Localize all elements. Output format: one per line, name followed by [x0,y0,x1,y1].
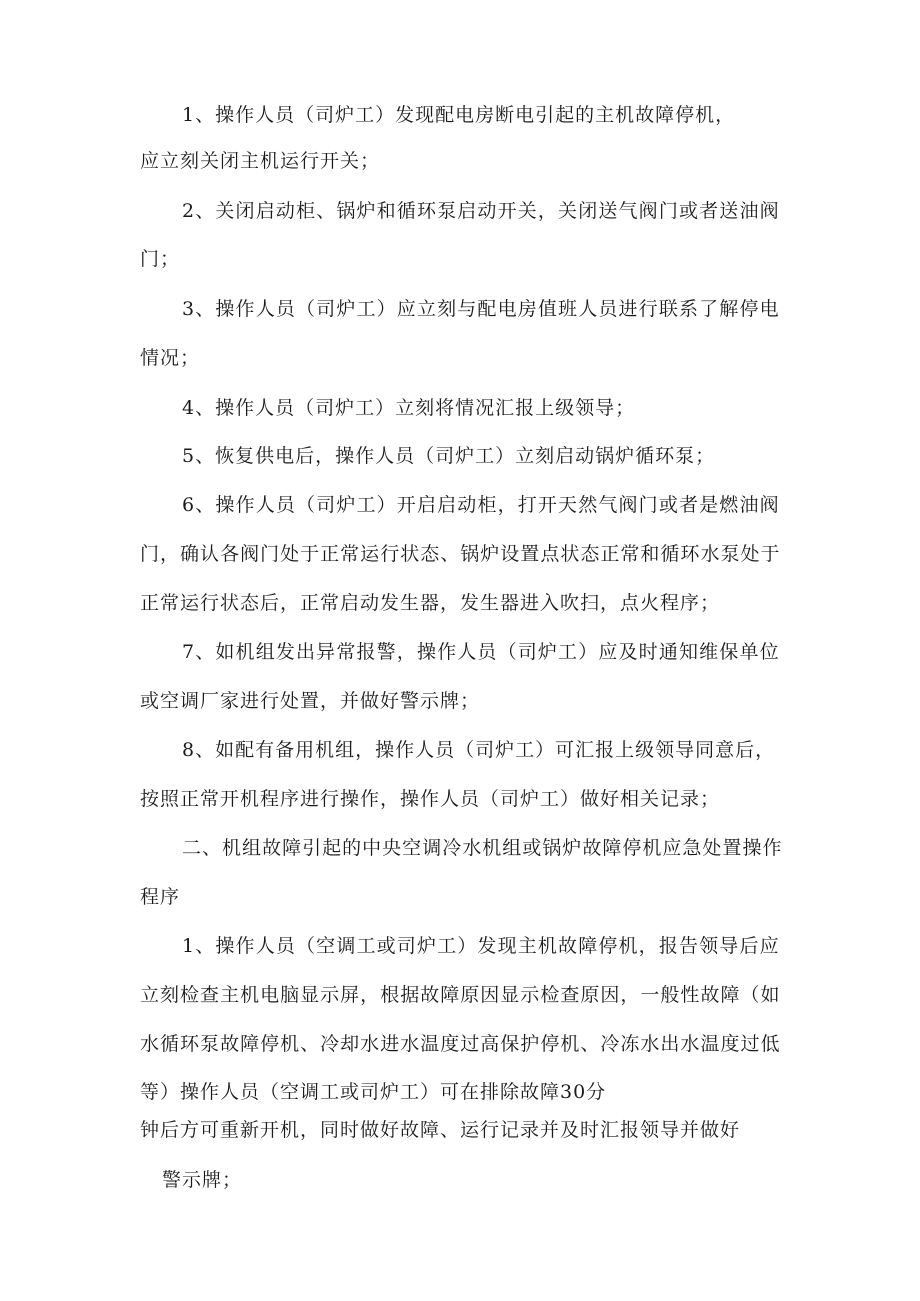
text-line: 4、操作人员（司炉工）立刻将情况汇报上级领导； [182,397,636,419]
text-line: 按照正常开机程序进行操作，操作人员（司炉工）做好相关记录； [140,788,721,810]
text-line: 门 ， 确 认 各 阀 门 处 于 正 常 运 行 状 态 、 锅 炉 设 置 点 状 态 正 常 和 循 环 水 泵 处 于 [140,543,781,565]
text-line: 门； [140,248,181,270]
text-line: 6 、 操 作 人 员 （ 司 炉 工 ） 开 启 启 动 柜 ， 打 开 天 然 气 阀 门 或 者 是 燃 油 阀 [182,494,780,516]
text-line: 7 、 如 机 组 发 出 异 常 报 警 ， 操 作 人 员 （ 司 炉 工 ） 应 及 时 通 知 维 保 单 位 [182,641,780,663]
text-line: 水 循 环 泵 故 障 停 机 、 冷 却 水 进 水 温 度 过 高 保 护 停 机 、 冷 冻 水 出 水 温 度 过 低 [140,1033,781,1055]
text-line: 1、操作人员（司炉工）发现配电房断电引起的主机故障停机， [182,104,736,126]
text-line: 钟后方可重新开机，同时做好故障、运行记录并及时汇报领导并做好 [140,1119,741,1141]
section-heading: 程序 [140,886,181,908]
text-line: 警示牌； [162,1169,243,1191]
text-line: 应立刻关闭主机运行开关； [140,150,381,172]
text-line: 正常运行状态后，正常启动发生器，发生器进入吹扫，点火程序； [140,592,721,614]
text-line: 立 刻 检 查 主 机 电 脑 显 示 屏 ， 根 据 故 障 原 因 显 示 检 查 原 因 ， 一 般 性 故 障 （ 如 [140,984,781,1006]
section-heading: 二 、 机 组 故 障 引 起 的 中 央 空 调 冷 水 机 组 或 锅 炉 故 障 停 机 应 急 处 置 操 作 [182,837,783,859]
text-line: 情况； [140,347,201,369]
text-line: 3 、 操 作 人 员 （ 司 炉 工 ） 应 立 刻 与 配 电 房 值 班 人 员 进 行 联 系 了 解 停 电 [182,298,780,320]
text-line: 2 、 关 闭 启 动 柜 、 锅 炉 和 循 环 泵 启 动 开 关 ， 关 闭 送 气 阀 门 或 者 送 油 阀 [182,200,780,222]
text-line: 或空调厂家进行处置，并做好警示牌； [140,690,481,712]
text-line: 5、恢复供电后，操作人员（司炉工）立刻启动锅炉循环泵； [182,445,716,467]
text-line: 8、如配有备用机组，操作人员（司炉工）可汇报上级领导同意后， [182,739,776,761]
text-line: 1 、 操 作 人 员 （ 空 调 工 或 司 炉 工 ） 发 现 主 机 故 障 停 机 ， 报 告 领 导 后 应 [182,935,780,957]
text-line: 等）操作人员（空调工或司炉工）可在排除故障30分 [140,1081,607,1103]
